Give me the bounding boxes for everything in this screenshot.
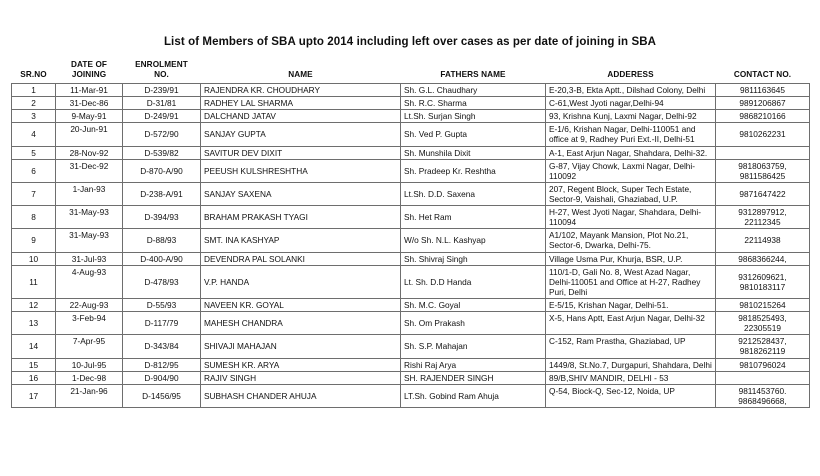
cell-enrol: D-812/95 [123, 358, 201, 371]
cell-sr: 16 [12, 371, 56, 384]
cell-date: 22-Aug-93 [56, 298, 123, 311]
cell-father: Sh. R.C. Sharma [401, 97, 546, 110]
cell-name: SAVITUR DEV DIXIT [201, 146, 401, 159]
cell-sr: 11 [12, 265, 56, 298]
cell-contact: 9312609621, 9810183117 [716, 265, 810, 298]
cell-contact: 9212528437, 9818262119 [716, 335, 810, 358]
cell-date: 21-Jan-96 [56, 384, 123, 407]
column-header-contact-no: CONTACT NO. [733, 70, 792, 79]
cell-enrol: D-239/91 [123, 84, 201, 97]
cell-contact: 9818525493, 22305519 [716, 312, 810, 335]
cell-enrol: D-394/93 [123, 206, 201, 229]
cell-enrol: D-400-A/90 [123, 252, 201, 265]
cell-sr: 12 [12, 298, 56, 311]
cell-contact: 9811453760. 9868496668, [716, 384, 810, 407]
cell-name: RAJIV SINGH [201, 371, 401, 384]
cell-addr: E-5/15, Krishan Nagar, Delhi-51. [546, 298, 716, 311]
cell-date: 1-Dec-98 [56, 371, 123, 384]
cell-name: RAJENDRA KR. CHOUDHARY [201, 84, 401, 97]
cell-father: Sh. Pradeep Kr. Reshtha [401, 159, 546, 182]
cell-father: Sh. G.L. Chaudhary [401, 84, 546, 97]
cell-contact: 9810262231 [716, 123, 810, 146]
table-row [12, 182, 810, 205]
table-row [12, 206, 810, 229]
cell-date: 7-Apr-95 [56, 335, 123, 358]
cell-name: DEVENDRA PAL SOLANKI [201, 252, 401, 265]
cell-father: Sh. Het Ram [401, 206, 546, 229]
cell-sr: 1 [12, 84, 56, 97]
table-row [12, 335, 810, 358]
cell-father: Lt. Sh. D.D Handa [401, 265, 546, 298]
cell-father: W/o Sh. N.L. Kashyap [401, 229, 546, 252]
cell-father: Sh. Shivraj Singh [401, 252, 546, 265]
cell-date: 31-Dec-92 [56, 159, 123, 182]
table-row [12, 384, 810, 407]
members-table-container [11, 60, 809, 408]
cell-contact: 22114938 [716, 229, 810, 252]
cell-name: SANJAY SAXENA [201, 182, 401, 205]
cell-father: Sh. Om Prakash [401, 312, 546, 335]
cell-enrol: D-1456/95 [123, 384, 201, 407]
table-row [12, 84, 810, 97]
cell-enrol: D-539/82 [123, 146, 201, 159]
cell-date: 10-Jul-95 [56, 358, 123, 371]
cell-contact: 9871647422 [716, 182, 810, 205]
cell-father: Sh. S.P. Mahajan [401, 335, 546, 358]
cell-father: Sh. M.C. Goyal [401, 298, 546, 311]
table-body [12, 84, 810, 408]
cell-enrol: D-31/81 [123, 97, 201, 110]
cell-father: Sh. Ved P. Gupta [401, 123, 546, 146]
cell-date: 31-Dec-86 [56, 97, 123, 110]
cell-addr: 93, Krishna Kunj, Laxmi Nagar, Delhi-92 [546, 110, 716, 123]
cell-name: RADHEY LAL SHARMA [201, 97, 401, 110]
cell-enrol: D-572/90 [123, 123, 201, 146]
table-row [12, 312, 810, 335]
cell-name: SHIVAJI MAHAJAN [201, 335, 401, 358]
table-row [12, 371, 810, 384]
table-row [12, 97, 810, 110]
cell-addr: H-27, West Jyoti Nagar, Shahdara, Delhi-110094 [546, 206, 716, 229]
cell-father: LT.Sh. Gobind Ram Ahuja [401, 384, 546, 407]
cell-enrol: D-343/84 [123, 335, 201, 358]
cell-addr: A1/102, Mayank Mansion, Plot No.21, Sector-6, Dwarka, Delhi-75. [546, 229, 716, 252]
cell-contact: 9811163645 [716, 84, 810, 97]
cell-addr: C-61,West Jyoti nagar,Delhi-94 [546, 97, 716, 110]
cell-contact: 9891206867 [716, 97, 810, 110]
cell-contact [716, 371, 810, 384]
cell-enrol: D-88/93 [123, 229, 201, 252]
cell-sr: 13 [12, 312, 56, 335]
cell-enrol: D-117/79 [123, 312, 201, 335]
members-table [11, 60, 810, 408]
cell-date: 1-Jan-93 [56, 182, 123, 205]
cell-name: NAVEEN KR. GOYAL [201, 298, 401, 311]
table-row [12, 252, 810, 265]
table-row [12, 146, 810, 159]
table-header [12, 60, 810, 84]
cell-contact: 9818063759, 9811586425 [716, 159, 810, 182]
cell-contact: 9810215264 [716, 298, 810, 311]
cell-father: SH. RAJENDER SINGH [401, 371, 546, 384]
cell-addr: E-1/6, Krishan Nagar, Delhi-110051 and office at 9, Radhey Puri Ext.-II, Delhi-51 [546, 123, 716, 146]
cell-enrol: D-249/91 [123, 110, 201, 123]
cell-addr: G-87, Vijay Chowk, Laxmi Nagar, Delhi-110092 [546, 159, 716, 182]
cell-sr: 14 [12, 335, 56, 358]
cell-sr: 3 [12, 110, 56, 123]
cell-name: SANJAY GUPTA [201, 123, 401, 146]
cell-name: PEEUSH KULSHRESHTHA [201, 159, 401, 182]
cell-name: SUBHASH CHANDER AHUJA [201, 384, 401, 407]
table-row [12, 159, 810, 182]
cell-father: Sh. Munshila Dixit [401, 146, 546, 159]
cell-contact [716, 146, 810, 159]
cell-addr: 207, Regent Block, Super Tech Estate, Sector-9, Vaishali, Ghaziabad, U.P. [546, 182, 716, 205]
column-header-enrolment-no: ENROLMENT NO. [135, 60, 188, 79]
page-title: List of Members of SBA upto 2014 including left over cases as per date of joining in SBA [163, 36, 657, 48]
cell-contact: 9810796024 [716, 358, 810, 371]
cell-date: 9-May-91 [56, 110, 123, 123]
cell-date: 20-Jun-91 [56, 123, 123, 146]
cell-sr: 6 [12, 159, 56, 182]
cell-sr: 7 [12, 182, 56, 205]
cell-addr: X-5, Hans Aptt, East Arjun Nagar, Delhi-32 [546, 312, 716, 335]
cell-father: Lt.Sh. D.D. Saxena [401, 182, 546, 205]
cell-contact: 9868366244, [716, 252, 810, 265]
cell-sr: 17 [12, 384, 56, 407]
cell-date: 28-Nov-92 [56, 146, 123, 159]
column-header-fathers-name: FATHERS NAME [440, 70, 506, 79]
cell-addr: C-152, Ram Prastha, Ghaziabad, UP [546, 335, 716, 358]
cell-addr: 89/B,SHIV MANDIR, DELHI - 53 [546, 371, 716, 384]
cell-contact: 9312897912, 22112345 [716, 206, 810, 229]
table-header-row [12, 60, 810, 84]
cell-enrol: D-238-A/91 [123, 182, 201, 205]
column-header-date-of-joining: DATE OF JOINING [70, 60, 108, 79]
cell-contact: 9868210166 [716, 110, 810, 123]
cell-enrol: D-55/93 [123, 298, 201, 311]
cell-name: DALCHAND JATAV [201, 110, 401, 123]
cell-father: Lt.Sh. Surjan Singh [401, 110, 546, 123]
cell-addr: 1449/8, St.No.7, Durgapuri, Shahdara, Delhi [546, 358, 716, 371]
cell-date: 31-May-93 [56, 229, 123, 252]
cell-name: SMT. INA KASHYAP [201, 229, 401, 252]
cell-name: SUMESH KR. ARYA [201, 358, 401, 371]
cell-addr: E-20,3-B, Ekta Aptt., Dilshad Colony, Delhi [546, 84, 716, 97]
cell-enrol: D-870-A/90 [123, 159, 201, 182]
cell-addr: Q-54, Biock-Q, Sec-12, Noida, UP [546, 384, 716, 407]
cell-father: Rishi Raj Arya [401, 358, 546, 371]
cell-sr: 2 [12, 97, 56, 110]
table-row [12, 265, 810, 298]
cell-sr: 4 [12, 123, 56, 146]
table-row [12, 298, 810, 311]
cell-date: 31-Jul-93 [56, 252, 123, 265]
cell-name: MAHESH CHANDRA [201, 312, 401, 335]
cell-date: 11-Mar-91 [56, 84, 123, 97]
table-row [12, 110, 810, 123]
cell-addr: 110/1-D, Gali No. 8, West Azad Nagar, Delhi-110051 and Office at H-27, Radhey Puri, Delhi [546, 265, 716, 298]
cell-date: 31-May-93 [56, 206, 123, 229]
table-row [12, 358, 810, 371]
cell-sr: 8 [12, 206, 56, 229]
cell-name: V.P. HANDA [201, 265, 401, 298]
table-row [12, 123, 810, 146]
cell-enrol: D-478/93 [123, 265, 201, 298]
column-header-name: NAME [288, 70, 313, 79]
cell-enrol: D-904/90 [123, 371, 201, 384]
table-row [12, 229, 810, 252]
cell-addr: Village Usma Pur, Khurja, BSR, U.P. [546, 252, 716, 265]
cell-name: BRAHAM PRAKASH TYAGI [201, 206, 401, 229]
column-header-adderess: ADDERESS [607, 70, 654, 79]
cell-date: 3-Feb-94 [56, 312, 123, 335]
column-header-sr-no: SR.NO [20, 70, 47, 79]
cell-sr: 10 [12, 252, 56, 265]
cell-sr: 9 [12, 229, 56, 252]
cell-date: 4-Aug-93 [56, 265, 123, 298]
cell-addr: A-1, East Arjun Nagar, Shahdara, Delhi-32. [546, 146, 716, 159]
cell-sr: 15 [12, 358, 56, 371]
cell-sr: 5 [12, 146, 56, 159]
